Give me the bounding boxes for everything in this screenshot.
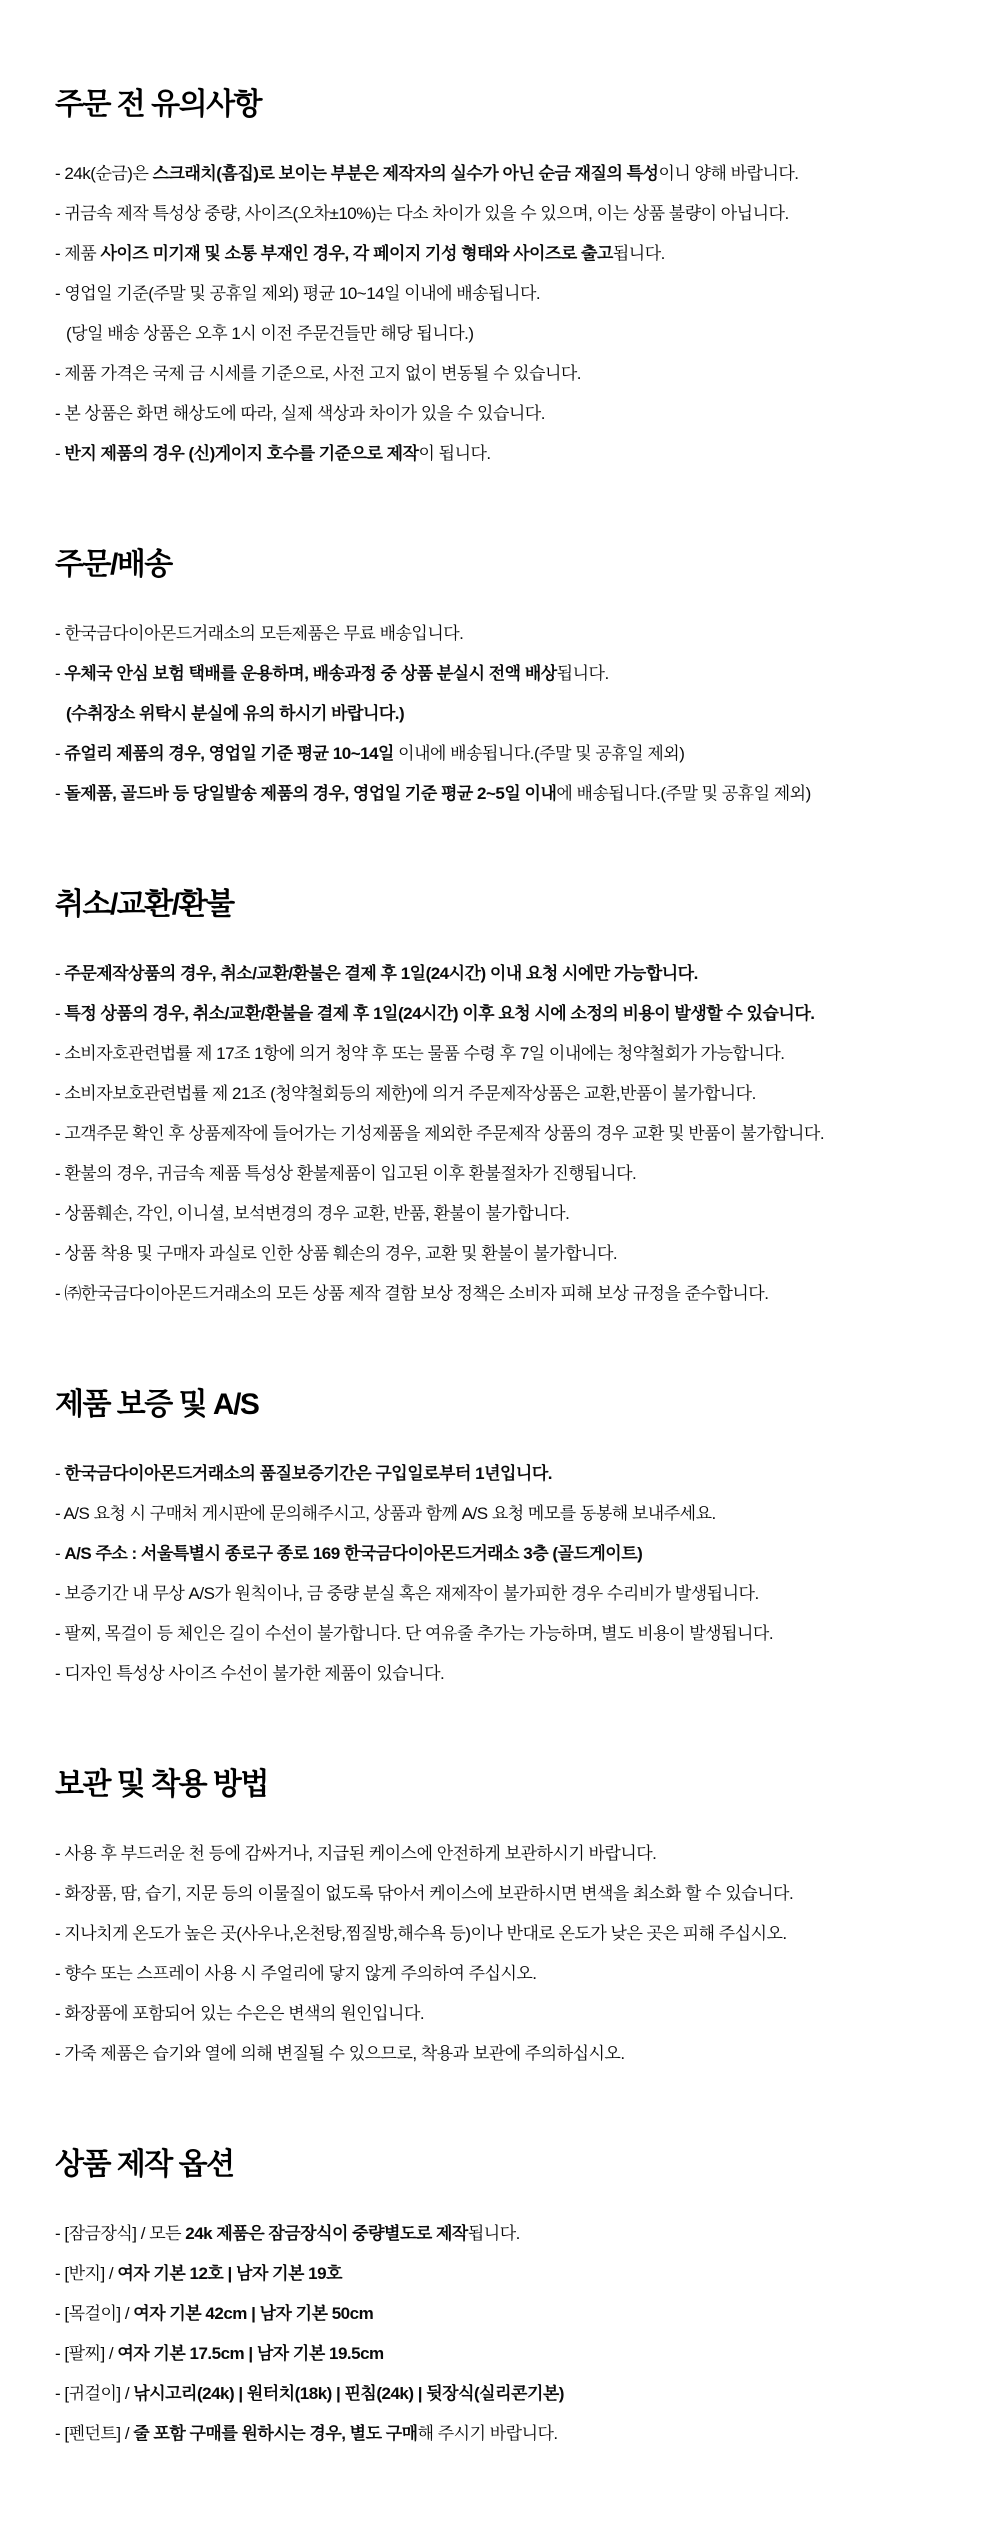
section-cancel-exchange-refund bbox=[55, 886, 970, 1314]
section-lines bbox=[55, 1454, 970, 1694]
notice-text: - bbox=[55, 784, 65, 803]
notice-text-bold: 여자 기본 42cm | 남자 기본 50cm bbox=[133, 2304, 374, 2323]
section-lines bbox=[55, 154, 970, 474]
notice-line bbox=[55, 2034, 970, 2074]
notice-line bbox=[55, 1194, 970, 1234]
notice-text: - 상품훼손, 각인, 이니셜, 보석변경의 경우 교환, 반품, 환불이 불가합니다. bbox=[55, 1204, 570, 1223]
notice-text: - 가죽 제품은 습기와 열에 의해 변질될 수 있으므로, 착용과 보관에 주의하십시오. bbox=[55, 2044, 625, 2063]
notice-line bbox=[55, 1574, 970, 1614]
notice-line bbox=[55, 394, 970, 434]
notice-text-bold: 주문제작상품의 경우, 취소/교환/환불은 결제 후 1일(24시간) 이내 요청 시에만 가능합니다. bbox=[64, 964, 698, 983]
notice-line bbox=[55, 954, 970, 994]
notice-line bbox=[55, 2334, 970, 2374]
section-order-shipping bbox=[55, 546, 970, 814]
notice-text-bold: 스크래치(흠집)로 보이는 부분은 제작자의 실수가 아닌 순금 재질의 특성 bbox=[152, 164, 659, 183]
notice-text: - [팔찌] / bbox=[55, 2344, 118, 2363]
notice-text: - 보증기간 내 무상 A/S가 원칙이나, 금 중량 분실 혹은 재제작이 불가피한 경우 수리비가 발생됩니다. bbox=[55, 1584, 759, 1603]
notice-text: - 제품 bbox=[55, 244, 101, 263]
notice-text-bold: 여자 기본 12호 | 남자 기본 19호 bbox=[117, 2264, 342, 2283]
notice-text-bold: 특정 상품의 경우, 취소/교환/환불을 결제 후 1일(24시간) 이후 요청 시에 소정의 비용이 발생할 수 있습니다. bbox=[64, 1004, 815, 1023]
notice-text: 됩니다. bbox=[467, 2224, 520, 2243]
section-title: 상품 제작 옵션 bbox=[55, 2148, 234, 2181]
section-title: 주문/배송 bbox=[55, 548, 172, 581]
notice-text: - bbox=[55, 1004, 65, 1023]
notice-text: - [귀걸이] / bbox=[55, 2384, 134, 2403]
notice-text: - 고객주문 확인 후 상품제작에 들어가는 기성제품을 제외한 주문제작 상품의 경우 교환 및 반품이 불가합니다. bbox=[55, 1124, 825, 1143]
notice-text: 이 됩니다. bbox=[418, 444, 491, 463]
notice-text: - 지나치게 온도가 높은 곳(사우나,온천탕,찜질방,해수욕 등)이나 반대로 온도가 낮은 곳은 피해 주십시오. bbox=[55, 1924, 787, 1943]
notice-line bbox=[55, 354, 970, 394]
notice-text: - 디자인 특성상 사이즈 수선이 불가한 제품이 있습니다. bbox=[55, 1664, 445, 1683]
notice-line bbox=[55, 1994, 970, 2034]
notice-text-bold: (수취장소 위탁시 분실에 유의 하시기 바랍니다.) bbox=[66, 704, 405, 723]
notice-line bbox=[55, 434, 970, 474]
notice-text: 해 주시기 바랍니다. bbox=[417, 2424, 558, 2443]
notice-line bbox=[55, 1494, 970, 1534]
notice-text: 에 배송됩니다.(주말 및 공휴일 제외) bbox=[556, 784, 811, 803]
notice-line bbox=[55, 274, 970, 314]
section-title: 보관 및 착용 방법 bbox=[55, 1768, 268, 1801]
notice-text: - [목걸이] / bbox=[55, 2304, 134, 2323]
section-lines bbox=[55, 2214, 970, 2454]
notice-text: - bbox=[55, 1544, 65, 1563]
notice-sections-container bbox=[55, 86, 970, 2454]
notice-line bbox=[55, 154, 970, 194]
notice-line bbox=[55, 2294, 970, 2334]
notice-line bbox=[55, 194, 970, 234]
section-title: 제품 보증 및 A/S bbox=[55, 1388, 259, 1421]
notice-text-bold: 여자 기본 17.5cm | 남자 기본 19.5cm bbox=[117, 2344, 384, 2363]
notice-text-bold: 돌제품, 골드바 등 당일발송 제품의 경우, 영업일 기준 평균 2~5일 이내 bbox=[64, 784, 557, 803]
notice-text: - 상품 착용 및 구매자 과실로 인한 상품 훼손의 경우, 교환 및 환불이 불가합니다. bbox=[55, 1244, 618, 1263]
notice-line bbox=[55, 2374, 970, 2414]
section-warranty-as bbox=[55, 1386, 970, 1694]
notice-line bbox=[55, 1234, 970, 1274]
notice-line bbox=[55, 1954, 970, 1994]
notice-text: - 화장품에 포함되어 있는 수은은 변색의 원인입니다. bbox=[55, 2004, 425, 2023]
notice-line bbox=[55, 1274, 970, 1314]
notice-text: - 팔찌, 목걸이 등 체인은 길이 수선이 불가합니다. 단 여유줄 추가는 가능하며, 별도 비용이 발생됩니다. bbox=[55, 1624, 774, 1643]
notice-text: - [펜던트] / bbox=[55, 2424, 134, 2443]
notice-text-bold: A/S 주소 : 서울특별시 종로구 종로 169 한국금다이아몬드거래소 3층 (골드게이트) bbox=[64, 1544, 643, 1563]
notice-text: 이니 양해 바랍니다. bbox=[658, 164, 799, 183]
notice-line bbox=[55, 1614, 970, 1654]
notice-text: 이내에 배송됩니다.(주말 및 공휴일 제외) bbox=[393, 744, 685, 763]
notice-text: - bbox=[55, 664, 65, 683]
notice-line bbox=[55, 1834, 970, 1874]
notice-text: 됩니다. bbox=[612, 244, 665, 263]
notice-line bbox=[55, 734, 970, 774]
notice-line bbox=[55, 994, 970, 1034]
notice-line bbox=[55, 1914, 970, 1954]
notice-line bbox=[55, 774, 970, 814]
notice-text: - 영업일 기준(주말 및 공휴일 제외) 평균 10~14일 이내에 배송됩니다. bbox=[55, 284, 541, 303]
notice-line bbox=[55, 2254, 970, 2294]
notice-text-bold: 우체국 안심 보험 택배를 운용하며, 배송과정 중 상품 분실시 전액 배상 bbox=[64, 664, 557, 683]
notice-text-bold: 한국금다이아몬드거래소의 품질보증기간은 구입일로부터 1년입니다. bbox=[64, 1464, 552, 1483]
notice-text: - bbox=[55, 444, 65, 463]
notice-text: - ㈜한국금다이아몬드거래소의 모든 상품 제작 결함 보상 정책은 소비자 피해 보상 규정을 준수합니다. bbox=[55, 1284, 769, 1303]
notice-text: - 향수 또는 스프레이 사용 시 주얼리에 닿지 않게 주의하여 주십시오. bbox=[55, 1964, 537, 1983]
section-title: 취소/교환/환불 bbox=[55, 888, 234, 921]
section-title: 주문 전 유의사항 bbox=[55, 88, 262, 121]
section-lines bbox=[55, 1834, 970, 2074]
notice-line bbox=[55, 1154, 970, 1194]
notice-text: - 귀금속 제작 특성상 중량, 사이즈(오차±10%)는 다소 차이가 있을 수 있으며, 이는 상품 불량이 아닙니다. bbox=[55, 204, 789, 223]
notice-text-bold: 낚시고리(24k) | 원터치(18k) | 핀침(24k) | 뒷장식(실리콘기본) bbox=[133, 2384, 564, 2403]
notice-line bbox=[55, 614, 970, 654]
notice-line bbox=[55, 694, 970, 734]
notice-line bbox=[55, 234, 970, 274]
notice-text: - [반지] / bbox=[55, 2264, 118, 2283]
section-pre-order-notice bbox=[55, 86, 970, 474]
notice-line bbox=[55, 654, 970, 694]
notice-line bbox=[55, 1114, 970, 1154]
notice-text: - [잠금장식] / 모든 bbox=[55, 2224, 186, 2243]
notice-line bbox=[55, 314, 970, 354]
notice-text: - 제품 가격은 국제 금 시세를 기준으로, 사전 고지 없이 변동될 수 있습니다. bbox=[55, 364, 582, 383]
notice-text: - 환불의 경우, 귀금속 제품 특성상 환불제품이 입고된 이후 환불절차가 진행됩니다. bbox=[55, 1164, 637, 1183]
notice-text: - 한국금다이아몬드거래소의 모든제품은 무료 배송입니다. bbox=[55, 624, 464, 643]
notice-line bbox=[55, 1034, 970, 1074]
notice-line bbox=[55, 1654, 970, 1694]
notice-text: - bbox=[55, 744, 65, 763]
notice-text: - 화장품, 땀, 습기, 지문 등의 이물질이 없도록 닦아서 케이스에 보관하시면 변색을 최소화 할 수 있습니다. bbox=[55, 1884, 794, 1903]
notice-text-bold: 줄 포함 구매를 원하시는 경우, 별도 구매 bbox=[133, 2424, 418, 2443]
section-product-options bbox=[55, 2146, 970, 2454]
notice-line bbox=[55, 2214, 970, 2254]
notice-line bbox=[55, 1454, 970, 1494]
notice-text: - 본 상품은 화면 해상도에 따라, 실제 색상과 차이가 있을 수 있습니다. bbox=[55, 404, 545, 423]
notice-text: - bbox=[55, 1464, 65, 1483]
notice-text: - 24k(순금)은 bbox=[55, 164, 153, 183]
section-lines bbox=[55, 954, 970, 1314]
notice-line bbox=[55, 1534, 970, 1574]
notice-text: - 소비자보호관련법률 제 21조 (청약철회등의 제한)에 의거 주문제작상품은 교환,반품이 불가합니다. bbox=[55, 1084, 756, 1103]
notice-line bbox=[55, 1074, 970, 1114]
notice-text: - 소비자호관련법률 제 17조 1항에 의거 청약 후 또는 물품 수령 후 7일 이내에는 청약철회가 가능합니다. bbox=[55, 1044, 785, 1063]
notice-text-bold: 쥬얼리 제품의 경우, 영업일 기준 평균 10~14일 bbox=[64, 744, 394, 763]
notice-text: - A/S 요청 시 구매처 게시판에 문의해주시고, 상품과 함께 A/S 요청 메모를 동봉해 보내주세요. bbox=[55, 1504, 716, 1523]
notice-text: - bbox=[55, 964, 65, 983]
section-storage-wearing bbox=[55, 1766, 970, 2074]
notice-text: - 사용 후 부드러운 천 등에 감싸거나, 지급된 케이스에 안전하게 보관하시기 바랍니다. bbox=[55, 1844, 657, 1863]
section-lines bbox=[55, 614, 970, 814]
notice-text: 됩니다. bbox=[556, 664, 609, 683]
notice-line bbox=[55, 1874, 970, 1914]
notice-text: (당일 배송 상품은 오후 1시 이전 주문건들만 해당 됩니다.) bbox=[66, 324, 474, 343]
notice-text-bold: 반지 제품의 경우 (신)게이지 호수를 기준으로 제작 bbox=[64, 444, 419, 463]
notice-text-bold: 사이즈 미기재 및 소통 부재인 경우, 각 페이지 기성 형태와 사이즈로 출고 bbox=[100, 244, 613, 263]
notice-line bbox=[55, 2414, 970, 2454]
notice-text-bold: 24k 제품은 잠금장식이 중량별도로 제작 bbox=[185, 2224, 468, 2243]
